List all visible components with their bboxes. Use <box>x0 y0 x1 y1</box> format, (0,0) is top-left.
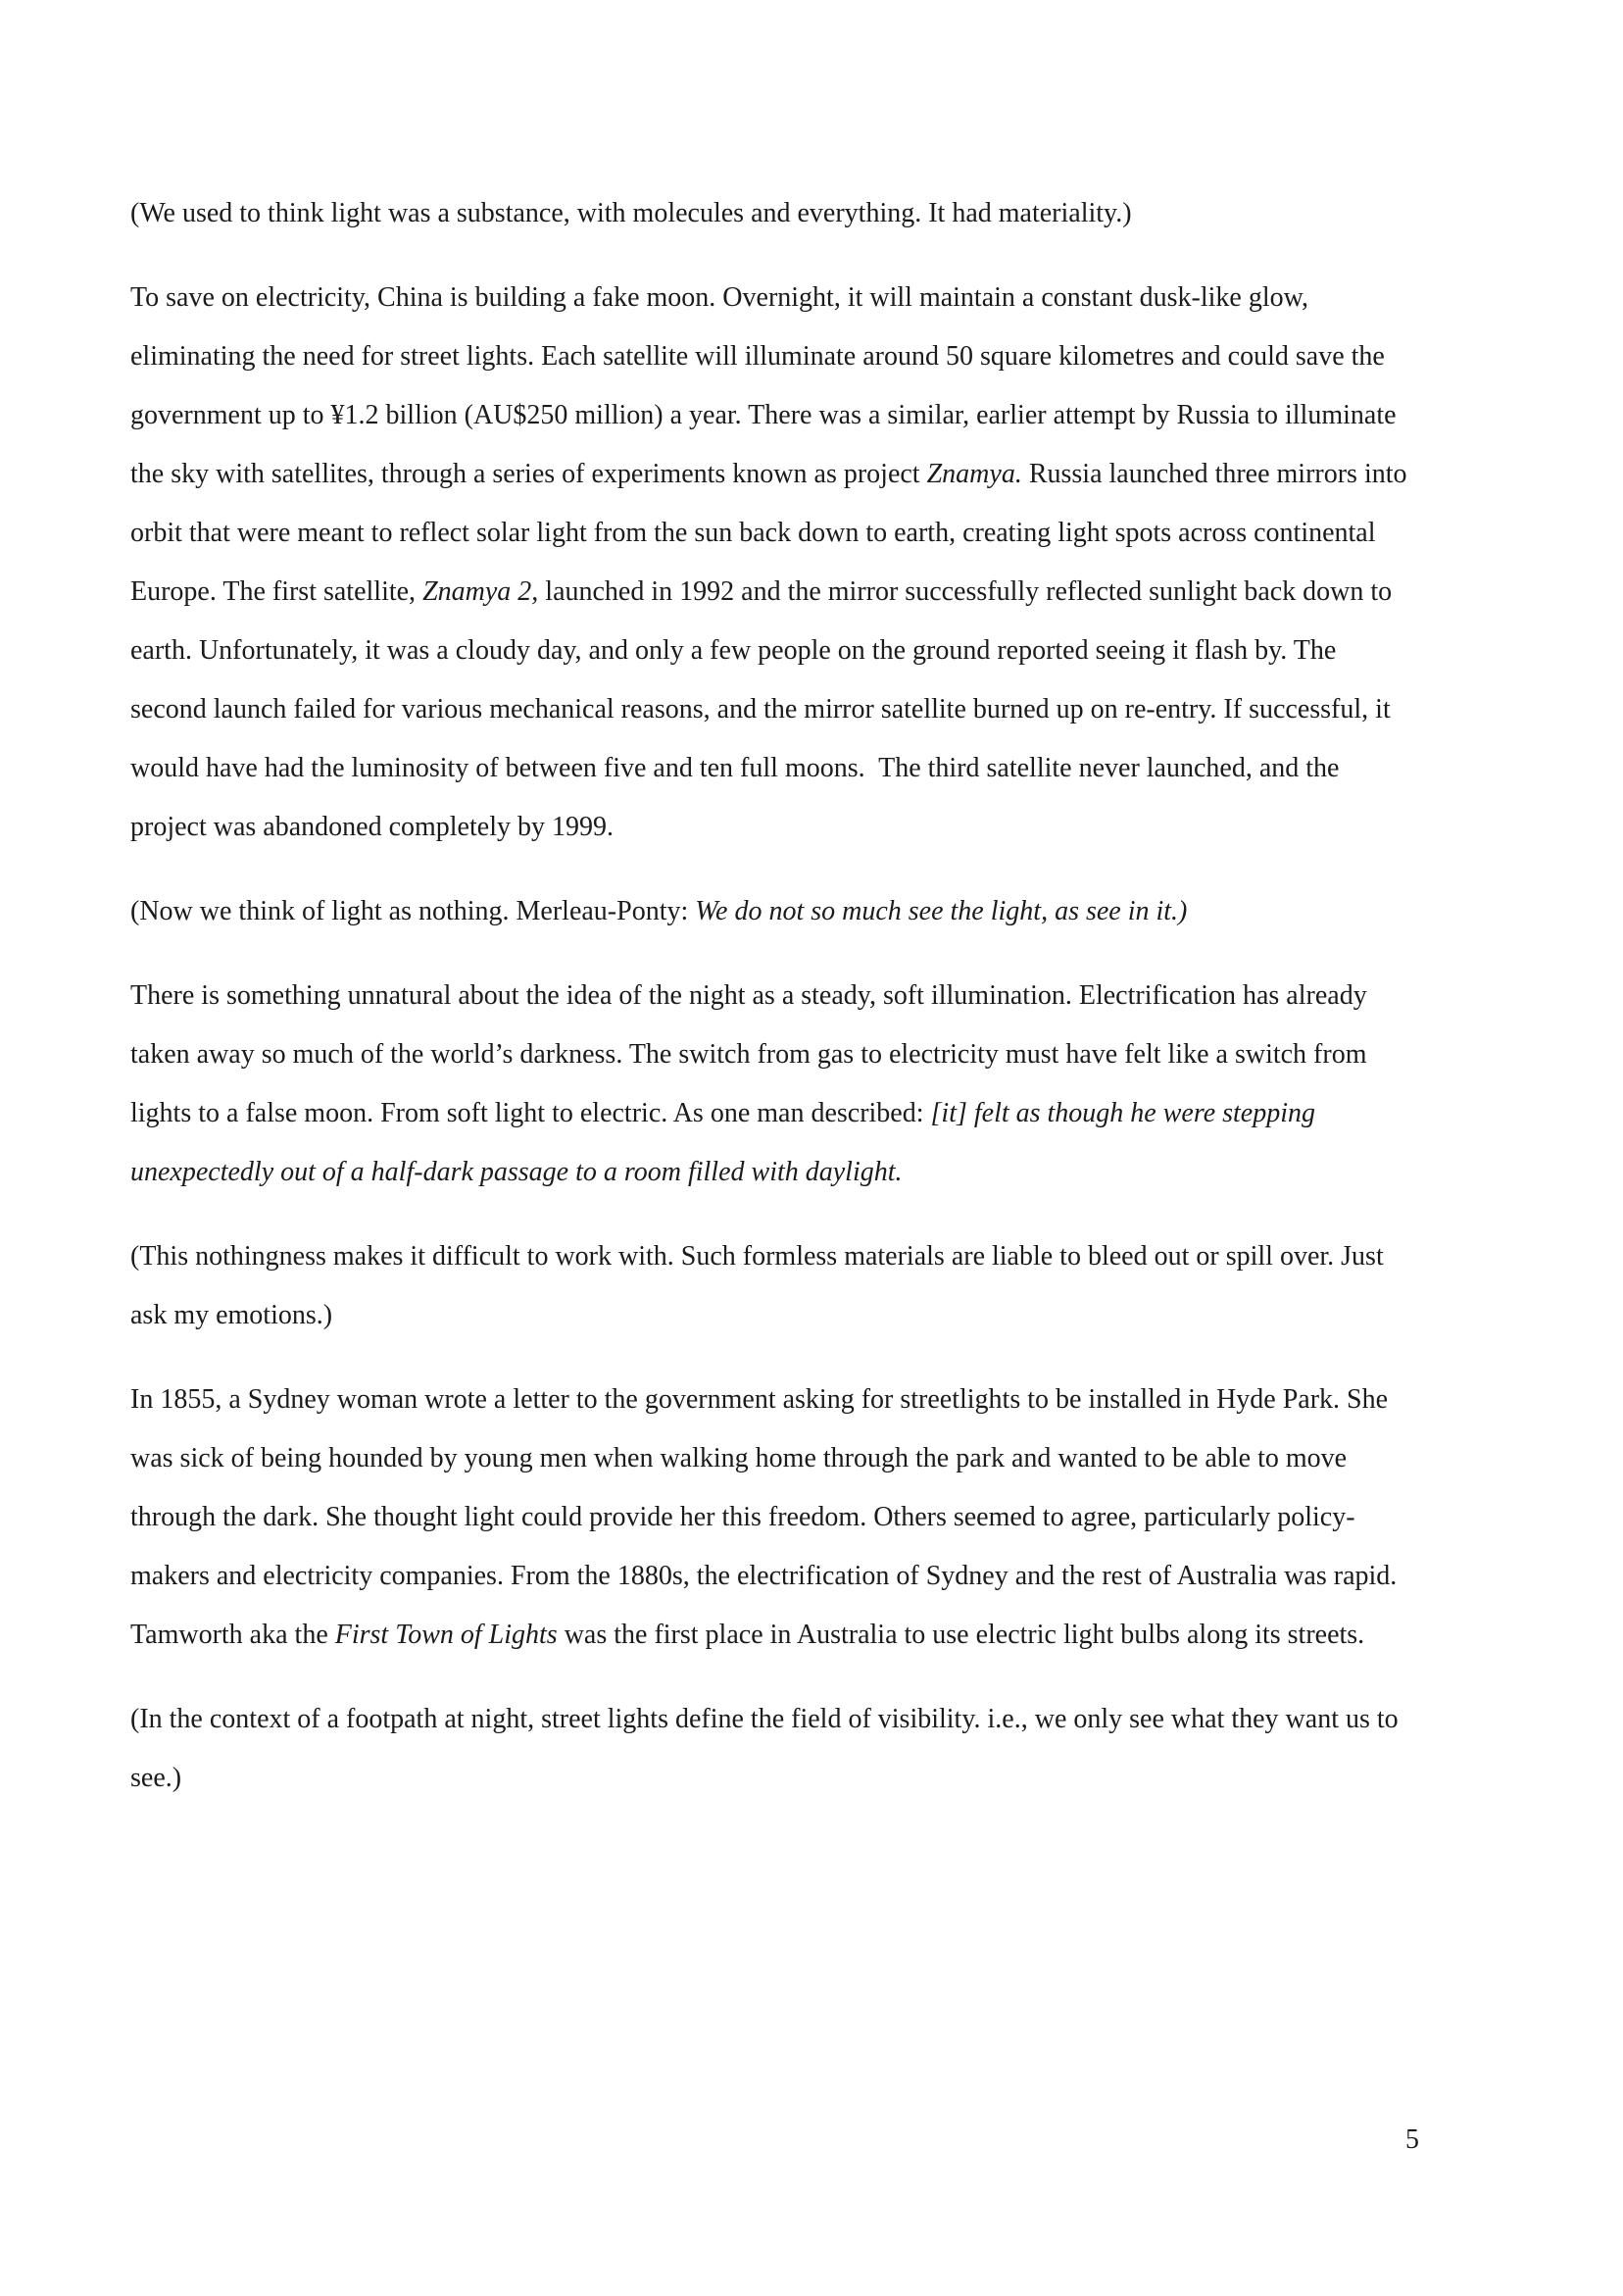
paragraph <box>130 269 1414 857</box>
italic-text-run: Znamya. <box>926 459 1022 489</box>
document-body <box>130 184 1414 1833</box>
italic-text-run: [it] felt as though he were stepping unexpectedly out of a half-dark passage to a room filled with daylight. <box>130 1098 1323 1187</box>
text-run: Russia launched three mirrors into orbit that were meant to reflect solar light from the sun back down to earth, creating light spots across continental Europe. The first satellite, <box>130 459 1414 607</box>
paragraph <box>130 967 1414 1202</box>
text-run: (In the context of a footpath at night, street lights define the field of visibility. i.e., we only see what they want us to see.) <box>130 1704 1405 1793</box>
italic-text-run: Znamya 2, <box>422 576 539 607</box>
paragraph <box>130 1227 1414 1345</box>
paragraph <box>130 882 1414 941</box>
text-run: was the first place in Australia to use electric light bulbs along its streets. <box>557 1620 1365 1650</box>
italic-text-run: First Town of Lights <box>334 1620 558 1650</box>
text-run: There is something unnatural about the idea of the night as a steady, soft illumination. Electrification has already taken away so much of the world’s darkness. The switch from gas to electricity must have felt like a switch from lights to a false moon. From soft light to electric. As one man described: <box>130 980 1374 1128</box>
text-run: launched in 1992 and the mirror successfully reflected sunlight back down to earth. Unfortunately, it was a cloudy day, and only a few people on the ground reported seeing it flash by. The second launch failed for various mechanical reasons, and the mirror satellite burned up on re-entry. If successful, it would have had the luminosity of between five and ten full moons. The third satellite never launched, and the project was abandoned completely by 1999. <box>130 576 1400 842</box>
text-run: In 1855, a Sydney woman wrote a letter to the government asking for streetlights to be installed in Hyde Park. She was sick of being hounded by young men when walking home through the park and wanted to be able to move through the dark. She thought light could provide her this freedom. Others seemed to agree, particularly policy-makers and electricity companies. From the 1880s, the electrification of Sydney and the rest of Australia was rapid. Tamworth aka the <box>130 1384 1403 1650</box>
paragraph <box>130 1371 1414 1665</box>
text-run: (Now we think of light as nothing. Merleau-Ponty: <box>130 896 696 926</box>
text-run: (This nothingness makes it difficult to work with. Such formless materials are liable to bleed out or spill over. Just ask my emotions.) <box>130 1241 1391 1330</box>
paragraph <box>130 1690 1414 1808</box>
text-run: (We used to think light was a substance, with molecules and everything. It had materiality.) <box>130 198 1132 228</box>
paragraph <box>130 184 1414 243</box>
text-run: To save on electricity, China is building a fake moon. Overnight, it will maintain a constant dusk-like glow, eliminating the need for street lights. Each satellite will illuminate around 50 square kilometres and could save the government up to ¥1.2 billion (AU$250 million) a year. There was a similar, earlier attempt by Russia to illuminate the sky with satellites, through a series of experiments known as project <box>130 282 1403 489</box>
page-number: 5 <box>1405 2124 1419 2155</box>
italic-text-run: We do not so much see the light, as see in it.) <box>695 896 1188 926</box>
